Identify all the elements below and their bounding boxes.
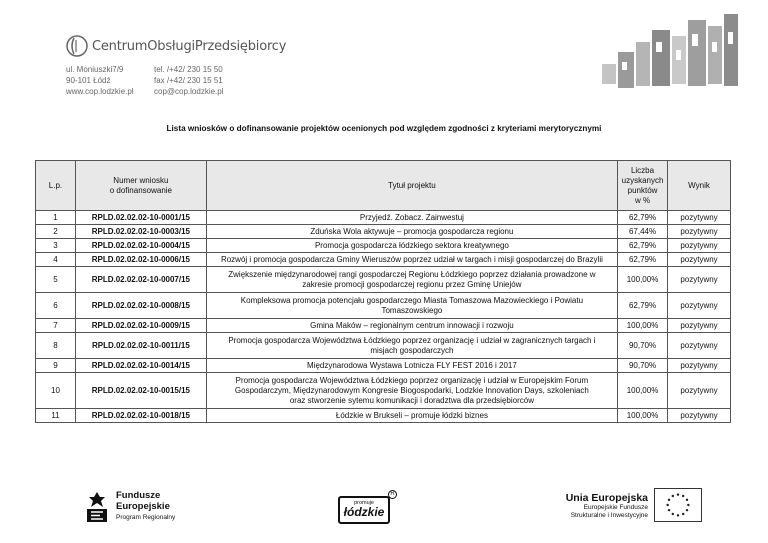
table-row — [36, 239, 731, 253]
row-project-title-line: Promocja gospodarcza Województwa Łódzkiego poprzez organizację i udział w zagranicznych targach i — [228, 335, 596, 345]
ue-line-2: Europejskie Fundusze — [583, 504, 648, 511]
eu-star — [677, 493, 679, 495]
row-project-title-line: Gmina Maków – regionalnym centrum innowacji i rozwoju — [310, 320, 514, 330]
row-score: 100,00% — [618, 319, 668, 333]
row-result: pozytywny — [668, 211, 731, 225]
row-lp: 5 — [36, 267, 76, 293]
fe-line-1: Fundusze — [116, 490, 161, 501]
row-result: pozytywny — [668, 373, 731, 409]
row-score: 67,44% — [618, 225, 668, 239]
unia-europejska-text — [552, 492, 648, 520]
eu-star — [686, 509, 688, 511]
row-application-number: RPLD.02.02.02-10-0011/15 — [75, 333, 206, 359]
row-project-title — [206, 333, 617, 359]
row-project-title-line: oraz stworzenie sytemu komunikacji i doradztwa dla przedsiębiorców — [289, 395, 534, 405]
table-row — [36, 409, 731, 423]
row-project-title-line: zakresie promocji gospodarczej regionu przez Gminę Uniejów — [302, 279, 522, 289]
row-project-title-line: Łódzkie w Brukseli – promuje łódzki biznes — [335, 410, 488, 420]
lodzkie-small-text: promuje — [354, 500, 374, 506]
row-score: 62,79% — [618, 239, 668, 253]
decorative-blocks-graphic — [600, 12, 740, 96]
row-project-title-line: misjach gospodarczych — [370, 345, 454, 355]
ue-line-3: Strukturalne i Inwestycyjne — [570, 512, 648, 519]
row-application-number: RPLD.02.02.02-10-0015/15 — [75, 373, 206, 409]
row-project-title — [206, 253, 617, 267]
row-project-title-line: Międzynarodowa Wystawa Lotnicza FLY FEST 2016 i 2017 — [307, 360, 517, 370]
contact-block — [154, 64, 224, 97]
row-application-number: RPLD.02.02.02-10-0004/15 — [75, 239, 206, 253]
row-score: 100,00% — [618, 267, 668, 293]
column-header-title: Tytuł projektu — [206, 161, 617, 211]
page-header — [0, 0, 768, 110]
fe-line-2: Europejskie — [116, 501, 170, 512]
eu-star — [682, 495, 684, 497]
table-row — [36, 359, 731, 373]
row-project-title-line: Tomaszowskiego — [381, 305, 443, 315]
column-header-score-line: uzyskanych — [621, 175, 664, 185]
row-lp: 10 — [36, 373, 76, 409]
row-application-number: RPLD.02.02.02-10-0007/15 — [75, 267, 206, 293]
address-street: ul. Moniuszki7/9 — [66, 65, 124, 74]
row-result: pozytywny — [668, 253, 731, 267]
table-row — [36, 253, 731, 267]
column-header-result: Wynik — [668, 161, 731, 211]
row-application-number: RPLD.02.02.02-10-0018/15 — [75, 409, 206, 423]
table-row — [36, 319, 731, 333]
table-row — [36, 373, 731, 409]
contact-email: cop@cop.lodzkie.pl — [154, 87, 224, 96]
row-project-title-line: Gospodarczym, Międzynarodowym Kongresie Biogospodarki, Lodzkie Innovation Days, szkoleniach — [234, 385, 589, 395]
row-project-title — [206, 211, 617, 225]
row-score: 100,00% — [618, 409, 668, 423]
row-project-title — [206, 359, 617, 373]
row-score: 62,79% — [618, 293, 668, 319]
row-result: pozytywny — [668, 333, 731, 359]
row-lp: 4 — [36, 253, 76, 267]
row-score: 100,00% — [618, 373, 668, 409]
ue-line-1: Unia Europejska — [565, 492, 648, 504]
eu-star — [668, 509, 670, 511]
table-header-row — [36, 161, 731, 211]
column-header-score-line: punktów — [627, 185, 658, 195]
row-result: pozytywny — [668, 239, 731, 253]
address-city: 90-101 Łódź — [66, 76, 111, 85]
eu-star — [687, 504, 689, 506]
row-lp: 3 — [36, 239, 76, 253]
document-title: Lista wniosków o dofinansowanie projektów ocenionych pod względem zgodności z kryteriami merytorycznymi — [166, 124, 602, 133]
applications-table — [35, 160, 731, 423]
row-project-title — [206, 409, 617, 423]
address-website: www.cop.lodzkie.pl — [66, 87, 134, 96]
row-project-title-line: Rozwój i promocja gospodarcza Gminy Wieruszów poprzez udział w targach i misji gospodarczej do Brazylii — [220, 254, 603, 264]
row-lp: 11 — [36, 409, 76, 423]
row-lp: 7 — [36, 319, 76, 333]
row-project-title-line: Promocja gospodarcza łódzkiego sektora kreatywnego — [314, 240, 509, 250]
row-application-number: RPLD.02.02.02-10-0003/15 — [75, 225, 206, 239]
row-lp: 1 — [36, 211, 76, 225]
row-result: pozytywny — [668, 319, 731, 333]
row-project-title — [206, 293, 617, 319]
eu-star — [677, 514, 679, 516]
row-score: 90,70% — [618, 359, 668, 373]
eu-star — [672, 495, 674, 497]
column-header-score-line: Liczba — [630, 165, 655, 175]
row-application-number: RPLD.02.02.02-10-0009/15 — [75, 319, 206, 333]
table-row — [36, 333, 731, 359]
eu-star — [686, 499, 688, 501]
row-score: 62,79% — [618, 211, 668, 225]
row-project-title-line: Kompleksowa promocja potencjału gospodarczego Miasta Tomaszowa Mazowieckiego i Powiatu — [240, 295, 584, 305]
promuje-lodzkie-box — [338, 496, 390, 524]
fe-line-3: Program Regionalny — [116, 514, 176, 521]
column-header-lp: L.p. — [36, 161, 76, 211]
row-application-number: RPLD.02.02.02-10-0006/15 — [75, 253, 206, 267]
registered-mark: R — [388, 490, 397, 499]
address-block — [66, 64, 134, 97]
row-project-title-line: Zwiększenie międzynarodowej rangi gospodarczej Regionu Łódzkiego poprzez działania prowadzone w — [228, 269, 596, 279]
row-project-title-line: Promocja gospodarcza Województwa Łódzkiego poprzez organizację i udział w Europejskim Forum — [235, 375, 589, 385]
fundusze-europejskie-icon — [84, 491, 110, 523]
row-result: pozytywny — [668, 409, 731, 423]
column-header-number — [75, 161, 206, 211]
org-name: CentrumObsługiPrzedsiębiorcy — [92, 38, 287, 54]
fe-text — [116, 490, 175, 523]
row-project-title-line: Zduńska Wola aktywuje – promocja gospodarcza regionu — [310, 226, 514, 236]
table-body — [36, 211, 731, 423]
eu-star — [672, 513, 674, 515]
table-row — [36, 211, 731, 225]
row-result: pozytywny — [668, 225, 731, 239]
row-application-number: RPLD.02.02.02-10-0008/15 — [75, 293, 206, 319]
eu-star — [668, 499, 670, 501]
column-header-score — [618, 161, 668, 211]
row-application-number: RPLD.02.02.02-10-0001/15 — [75, 211, 206, 225]
row-score: 62,79% — [618, 253, 668, 267]
row-lp: 9 — [36, 359, 76, 373]
row-project-title — [206, 373, 617, 409]
row-lp: 6 — [36, 293, 76, 319]
table-row — [36, 225, 731, 239]
column-header-score-line: w % — [634, 195, 651, 205]
eu-star — [666, 504, 668, 506]
table-row — [36, 293, 731, 319]
row-project-title — [206, 267, 617, 293]
row-project-title — [206, 239, 617, 253]
row-application-number: RPLD.02.02.02-10-0014/15 — [75, 359, 206, 373]
table-row — [36, 267, 731, 293]
fundusze-europejskie-logo — [84, 490, 175, 523]
footer-logos — [0, 484, 768, 534]
column-header-number-line: o dofinansowanie — [109, 185, 173, 195]
contact-phone: tel. /+42/ 230 15 50 — [154, 65, 223, 74]
row-score: 90,70% — [618, 333, 668, 359]
eu-star — [682, 513, 684, 515]
row-project-title-line: Przyjedź. Zobacz. Zainwestuj — [359, 212, 464, 222]
row-project-title — [206, 319, 617, 333]
contact-fax: fax /+42/ 230 15 51 — [154, 76, 223, 85]
cop-logo-icon — [66, 34, 88, 58]
promuje-lodzkie-logo — [338, 490, 396, 524]
row-lp: 8 — [36, 333, 76, 359]
eu-flag-icon — [654, 488, 702, 522]
lodzkie-big-text: łódzkie — [343, 505, 385, 519]
row-project-title — [206, 225, 617, 239]
row-result: pozytywny — [668, 293, 731, 319]
cop-logo — [66, 34, 286, 58]
row-result: pozytywny — [668, 359, 731, 373]
row-lp: 2 — [36, 225, 76, 239]
row-result: pozytywny — [668, 267, 731, 293]
column-header-number-line: Numer wniosku — [113, 175, 169, 185]
